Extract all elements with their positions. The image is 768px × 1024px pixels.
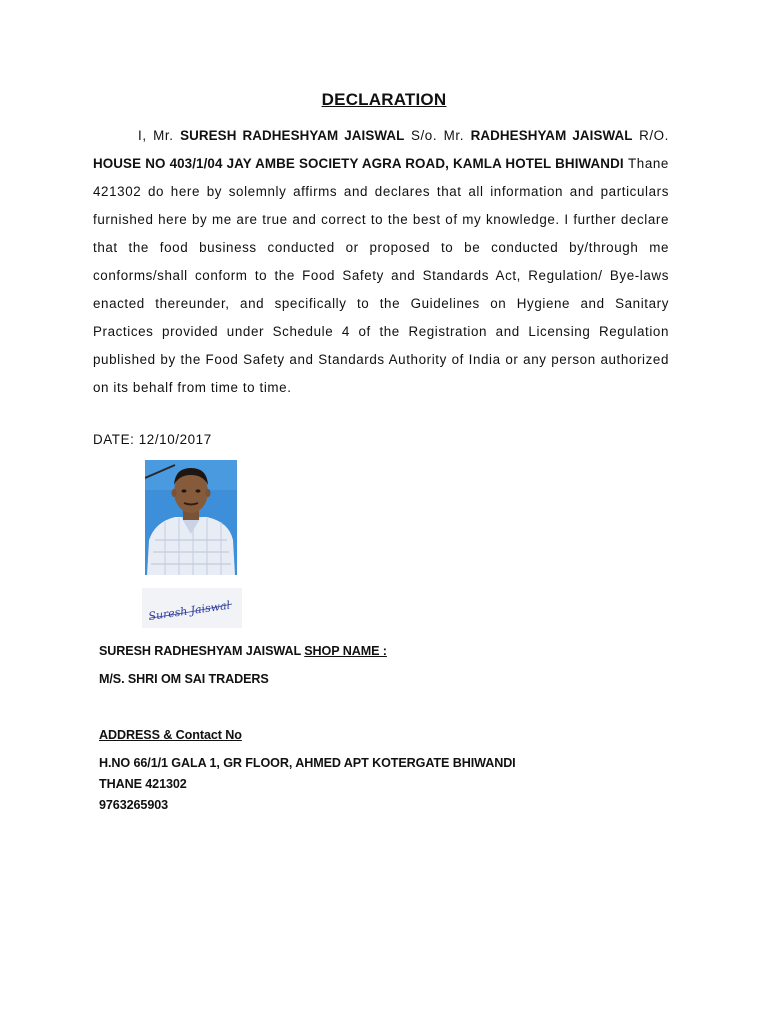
signature-icon (142, 588, 242, 628)
owner-shop-line (99, 644, 387, 658)
title-text: DECLARATION (321, 90, 447, 109)
address-line-2: THANE 421302 (99, 777, 187, 791)
signature-text: Suresh Jaiswal (147, 598, 231, 624)
shop-name-label: SHOP NAME : (304, 644, 387, 658)
so-text: S/o. Mr. (410, 128, 465, 143)
address-line-1: H.NO 66/1/1 GALA 1, GR FLOOR, AHMED APT KOTERGATE BHIWANDI (99, 756, 516, 770)
ro-text: R/O. (639, 128, 670, 143)
person-photo-icon (145, 460, 237, 575)
intro-text: I, Mr. (138, 128, 174, 143)
contact-number: 9763265903 (99, 798, 169, 812)
father-name: RADHESHYAM JAISWAL (470, 128, 633, 143)
residence-address: HOUSE NO 403/1/04 JAY AMBE SOCIETY AGRA ROAD, KAMLA HOTEL BHIWANDI (93, 156, 624, 171)
declaration-paragraph (93, 122, 669, 402)
declaration-body: Thane 421302 do here by solemnly affirms and declares that all information and particulars furnished here by me are true and correct to the best of my knowledge. I further declare that the food business conducted or proposed to be conducted by/through me conforms/shall conform to the Food Safety and Standards Act, Regulation/ Bye-laws enacted thereunder, and specifically to the Guidelines on Hygiene and Sanitary Practices provided under Schedule 4 of the Registration and Licensing Regulation published by the Food Safety and Standards Authority of India or any person authorized on its behalf from time to time. (93, 156, 669, 395)
owner-name: SURESH RADHESHYAM JAISWAL (99, 644, 301, 658)
declarant-name: SURESH RADHESHYAM JAISWAL (180, 128, 405, 143)
address-contact-label: ADDRESS & Contact No (99, 728, 242, 742)
shop-name: M/S. SHRI OM SAI TRADERS (99, 672, 269, 686)
page-title (0, 90, 768, 110)
declaration-date: DATE: 12/10/2017 (93, 432, 212, 447)
